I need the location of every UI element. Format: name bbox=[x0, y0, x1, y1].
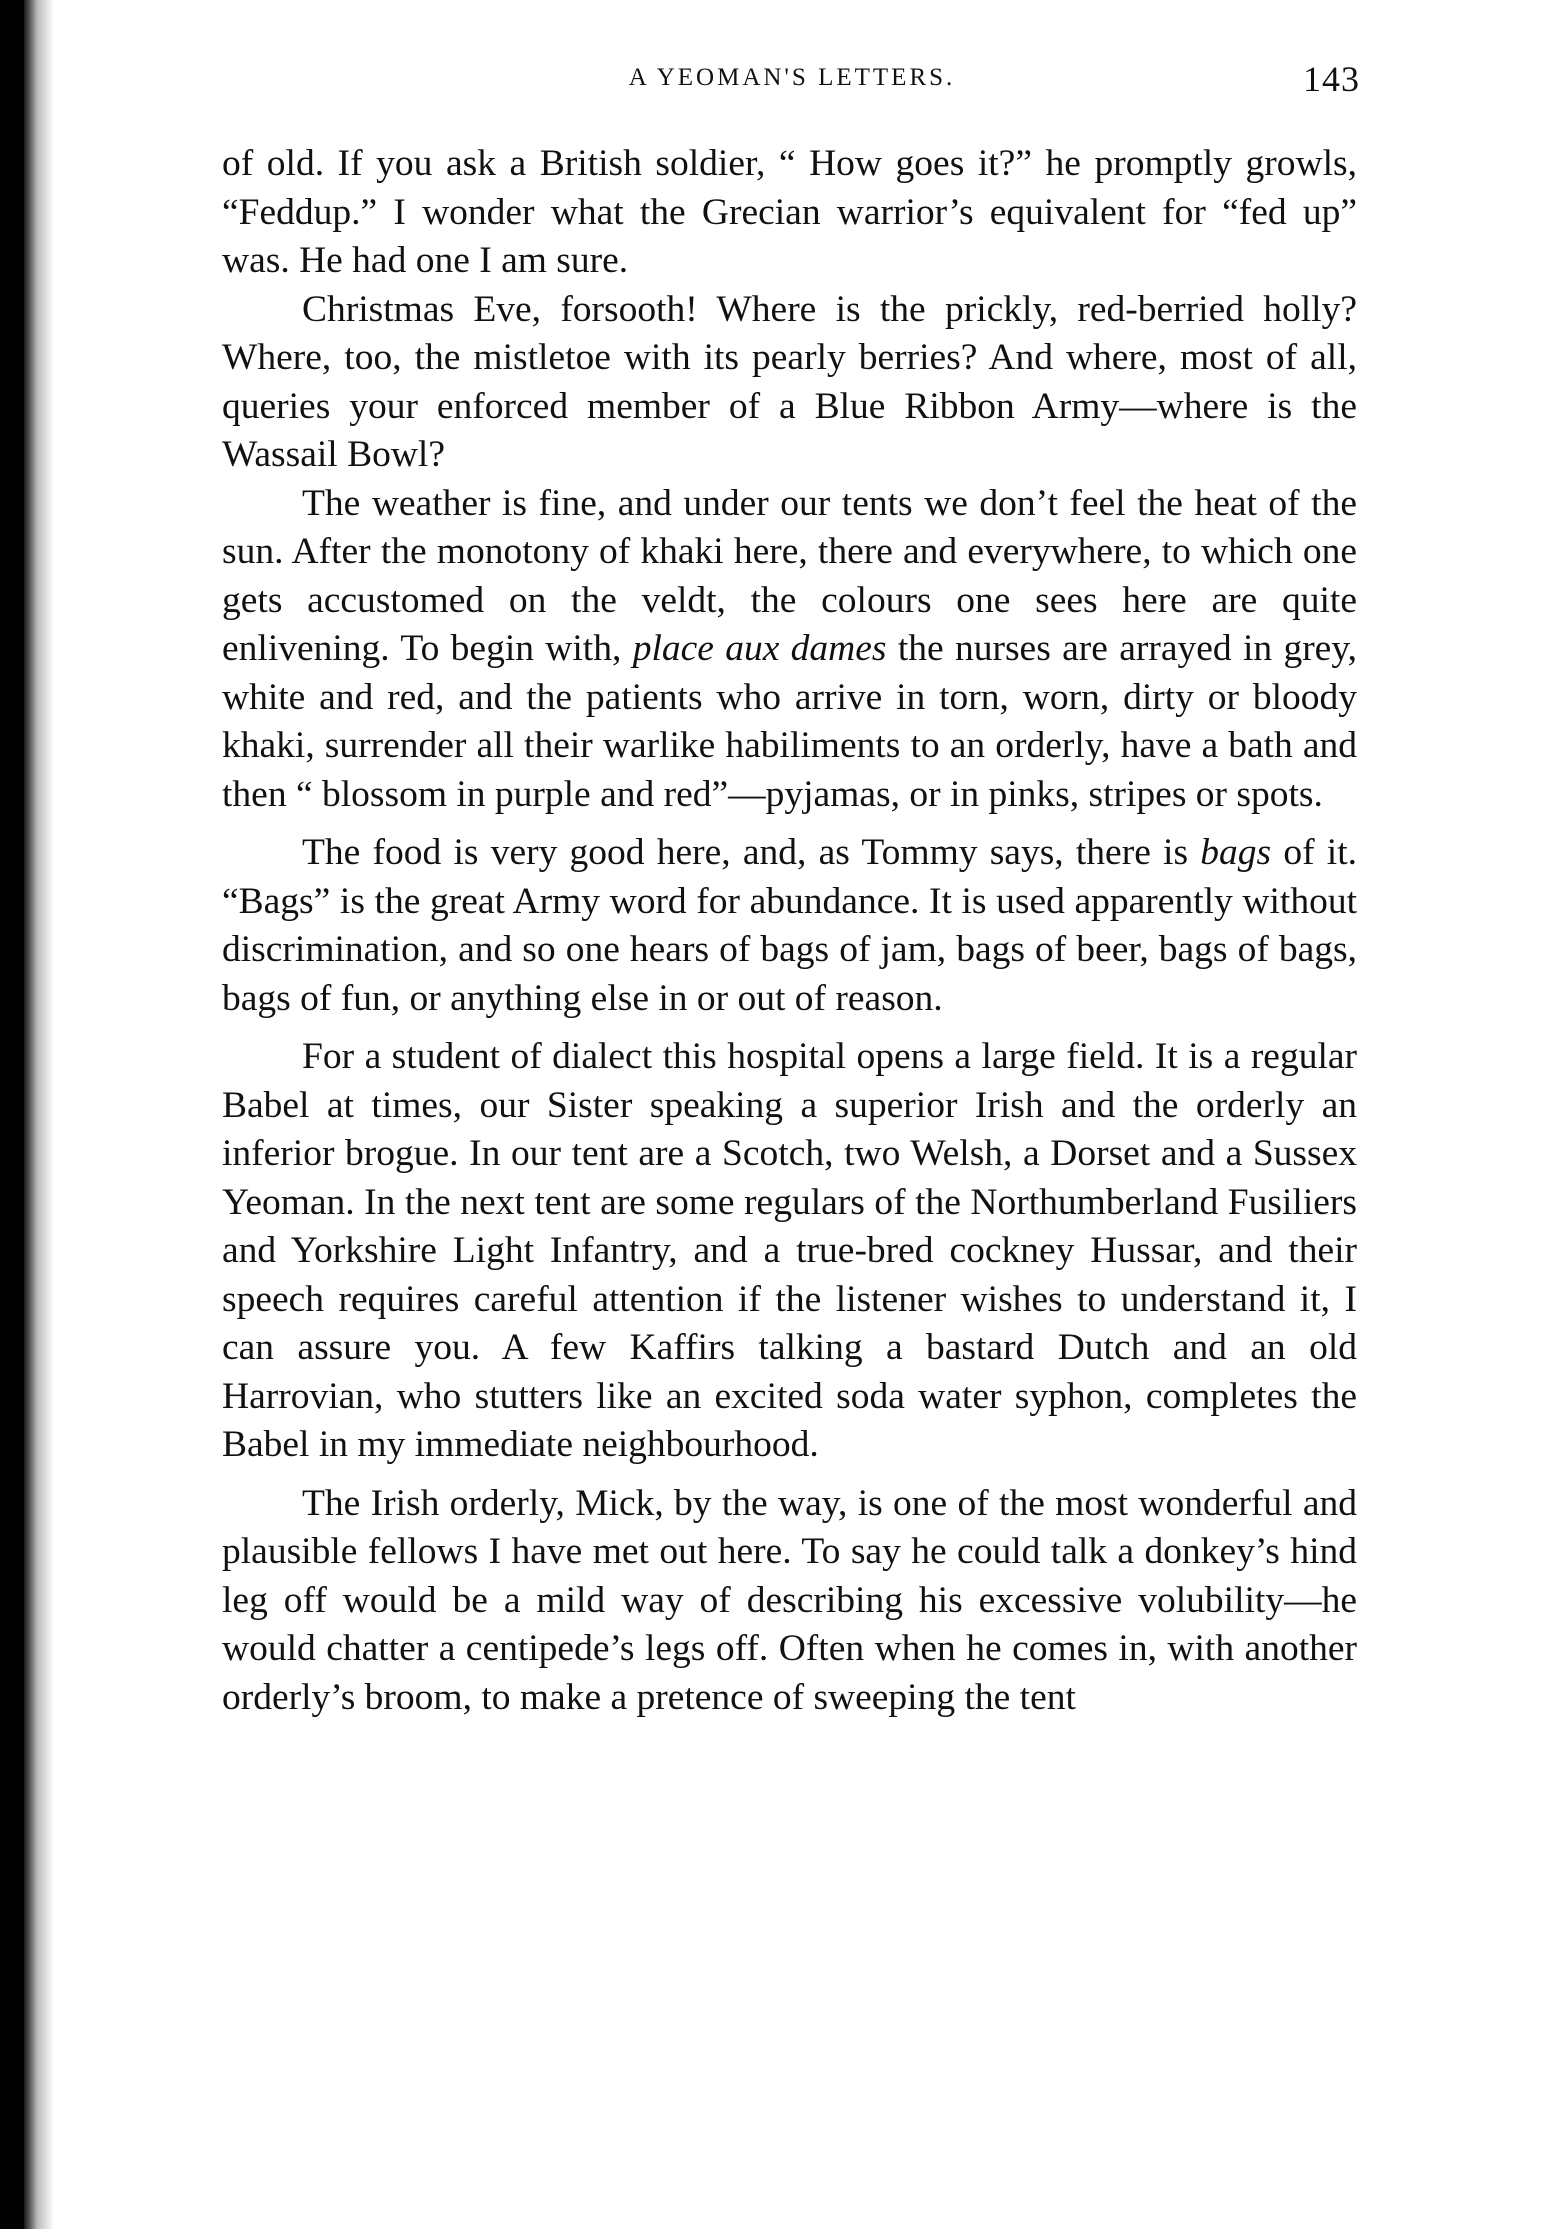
paragraph-3-text-b: the nurses are arrayed in grey, white and red, and the patients who arrive in torn, worn, dirty or bloody khaki, surrender all their warlike habiliments to an orderly, have a bath and then “ blossom in purple and red”—pyjamas, or in pinks, stripes or spots. bbox=[222, 628, 1358, 815]
paragraph-4-text-a: The food is very good here, and, as Tommy says, there is bbox=[302, 832, 1201, 873]
paragraph-1-text: of old. If you ask a British soldier, “ How goes it?” he promptly growls, “Feddup.” I wonder what the Grecian warrior’s equivalent for “fed up” was. He had one I am sure. bbox=[222, 143, 1357, 281]
paragraph-2-text: Christmas Eve, forsooth! Where is the prickly, red-berried holly? Where, too, the mistletoe with its pearly berries? And where, most of all, queries your enforced member of a Blue Ribbon Army—where is the Wassail Bowl? bbox=[222, 288, 1357, 475]
book-spine-shadow bbox=[0, 0, 24, 2229]
italic-phrase-place-aux-dames: place aux dames bbox=[632, 628, 887, 669]
paragraph-5-text: For a student of dialect this hospital opens a large field. It is a regular Babel at times, our Sister speaking a superior Irish and the orderly an inferior brogue. In our tent are a Scotch, two Welsh, a Dorset and a Sussex Yeoman. In the next tent are some regulars of the Northumberland Fusiliers and Yorkshire Light Infantry, and a true-bred cockney Hussar, and their speech requires careful attention if the listener wishes to understand it, I can assure you. A few Kaffirs talking a bastard Dutch and an old Harrovian, who stutters like an excited soda water syphon, completes the Babel in my immediate neighbourhood. bbox=[222, 1036, 1357, 1465]
paragraph-2 bbox=[222, 286, 1357, 480]
body-text bbox=[222, 140, 1357, 1722]
running-title: A YEOMAN'S LETTERS. bbox=[628, 64, 956, 91]
paragraph-4-text-b: of it. “Bags” is the great Army word for abundance. It is used apparently without discrimination, and so one hears of bags of jam, bags of beer, bags of bags, bags of fun, or anything else in or out of reason. bbox=[222, 832, 1358, 1019]
paragraph-3-text-a: The weather is fine, and under our tents we don’t feel the heat of the sun. After the monotony of khaki here, there and everywhere, to which one gets accustomed on the veldt, the colours one sees here are quite enlivening. To begin with, bbox=[222, 482, 1357, 669]
page-header bbox=[222, 58, 1362, 108]
page-number: 143 bbox=[1303, 59, 1360, 99]
paragraph-4 bbox=[222, 829, 1357, 1023]
italic-word-bags: bags bbox=[1200, 832, 1272, 873]
paragraph-5 bbox=[222, 1033, 1357, 1470]
paragraph-1 bbox=[222, 140, 1357, 286]
paragraph-6 bbox=[222, 1480, 1357, 1723]
paragraph-3 bbox=[222, 480, 1357, 820]
book-spine-gradient bbox=[24, 0, 54, 2229]
paragraph-6-text: The Irish orderly, Mick, by the way, is one of the most wonderful and plausible fellows I have met out here. To say he could talk a donkey’s hind leg off would be a mild way of describing his excessive volubility—he would chatter a centipede’s legs off. Often when he comes in, with another orderly’s broom, to make a pretence of sweeping the tent bbox=[222, 1482, 1357, 1718]
